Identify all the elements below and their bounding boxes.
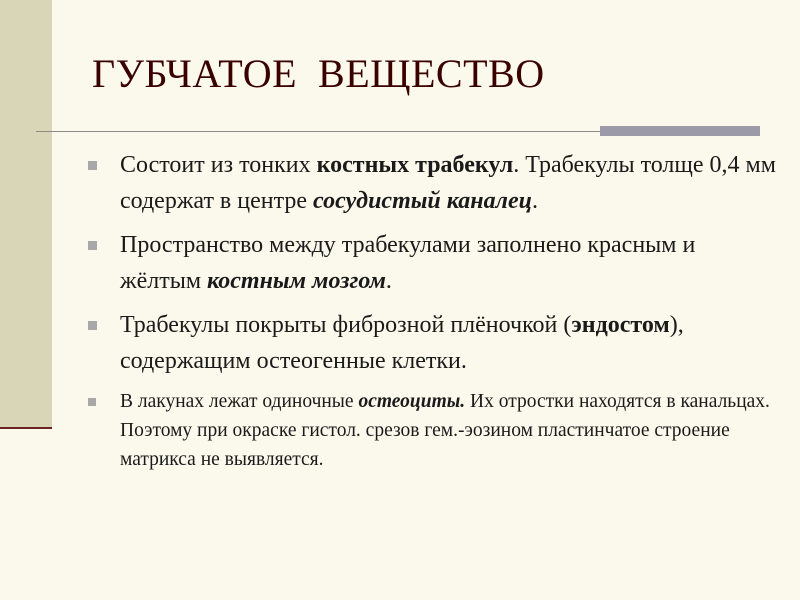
bullet-bold-italic-term: костным мозгом xyxy=(207,268,386,294)
bullet-list xyxy=(88,147,778,474)
slide-title: ГУБЧАТОЕ ВЕЩЕСТВО xyxy=(92,51,545,96)
left-decor-bar-underline xyxy=(0,427,52,429)
bullet-item xyxy=(88,387,778,474)
title-divider-accent xyxy=(600,126,760,136)
bullet-bold-term: эндостом xyxy=(571,312,670,338)
bullet-text: Состоит из тонких xyxy=(120,152,317,178)
square-bullet-icon xyxy=(88,321,97,330)
bullet-item xyxy=(88,227,778,299)
bullet-bold-italic-term: сосудистый каналец xyxy=(313,188,532,214)
bullet-bold-term: костных трабекул xyxy=(316,152,514,178)
left-decor-bar xyxy=(0,0,52,427)
bullet-text: В лакунах лежат одиночные xyxy=(120,391,359,412)
bullet-text: Трабекулы покрыты фиброзной плёночкой ( xyxy=(120,312,572,338)
square-bullet-icon xyxy=(88,398,96,406)
bullet-text: Пространство между трабекулами заполнено красным и жёлтым xyxy=(120,232,696,294)
bullet-item xyxy=(88,147,778,219)
bullet-item xyxy=(88,307,778,379)
square-bullet-icon xyxy=(88,241,97,250)
bullet-bold-italic-term: остеоциты. xyxy=(358,391,466,412)
square-bullet-icon xyxy=(88,161,97,170)
bullet-text: Их отростки находятся в канальцах. Поэтому при окраске гистол. срезов гем.-эозином пластинчатое строение матрикса не выявляется. xyxy=(120,391,770,470)
bullet-text: ), содержащим остеогенные клетки. xyxy=(120,312,684,374)
bullet-text: . xyxy=(385,268,392,294)
bullet-text: . xyxy=(531,188,538,214)
bullet-text: . Трабекулы толще 0,4 мм содержат в центре xyxy=(120,152,776,214)
